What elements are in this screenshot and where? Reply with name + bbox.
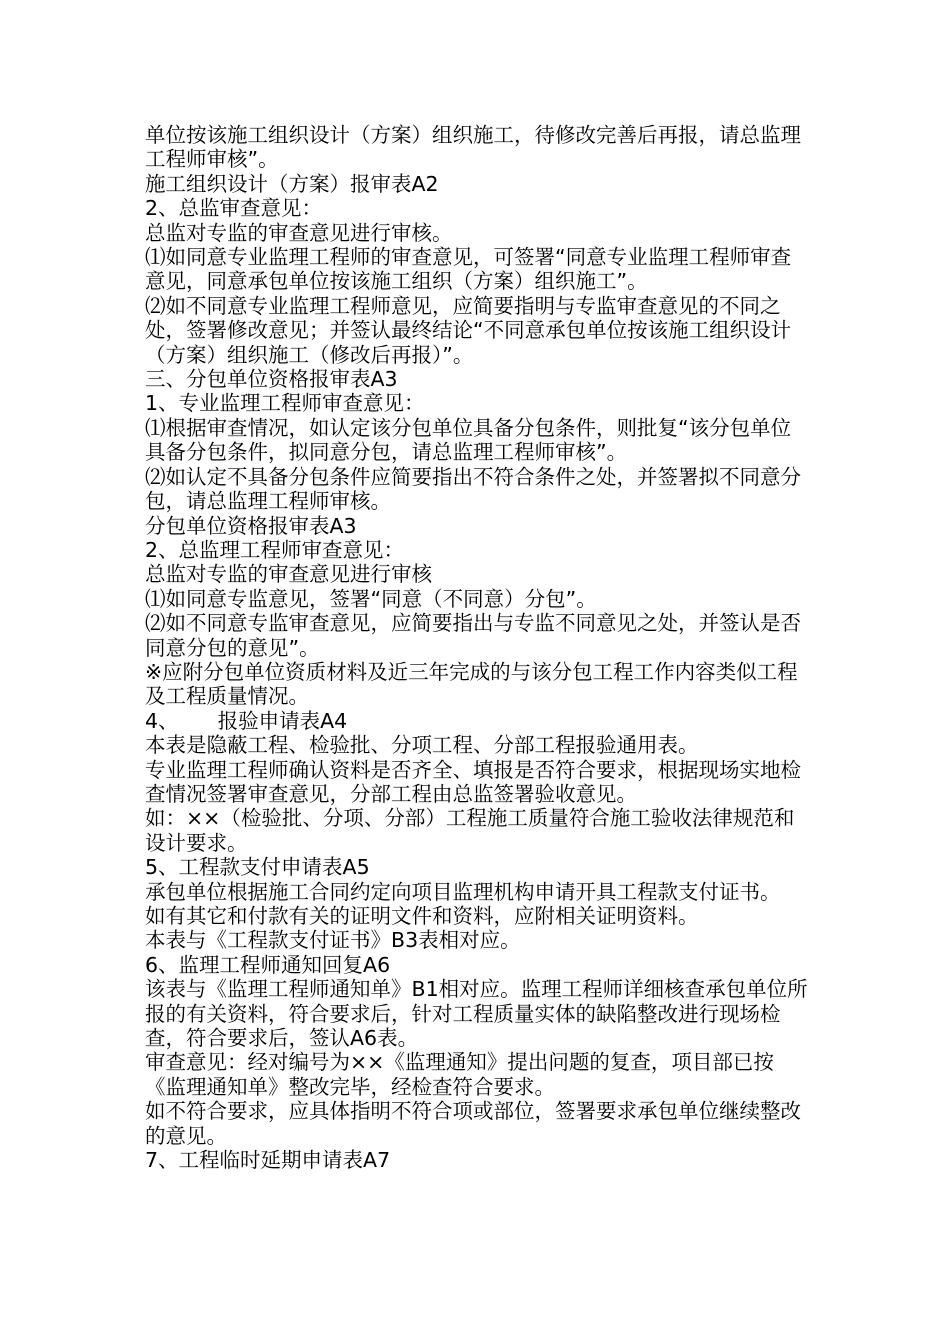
paragraph: 本表是隐蔽工程、检验批、分项工程、分部工程报验通用表。 [145,733,699,758]
paragraph: 施工组织设计（方案）报审表A2 [145,171,439,196]
paragraph: ⑵如不同意专监审查意见，应简要指出与专监不同意见之处，并签认是否同意分包的意见”。 [145,611,801,660]
paragraph: 分包单位资格报审表A3 [145,513,357,538]
paragraph: 7、工程临时延期申请表A7 [145,1148,391,1173]
paragraph: 单位按该施工组织设计（方案）组织施工，待修改完善后再报，请总监理工程师审核”。 [145,123,801,172]
paragraph: 5、工程款支付申请表A5 [145,855,370,880]
paragraph: ⑵如不同意专业监理工程师意见，应简要指明与专监审查意见的不同之处，签署修改意见；并签认最终结论“不同意承包单位按该施工组织设计（方案）组织施工（修改后再报）”。 [145,293,792,367]
paragraph: 三、分包单位资格报审表A3 [145,367,398,392]
paragraph: 审查意见：经对编号为××《监理通知》提出问题的复查，项目部已按《监理通知单》整改完毕，经检查符合要求。 [145,1050,774,1099]
paragraph: 专业监理工程师确认资料是否齐全、填报是否符合要求，根据现场实地检查情况签署审查意见，分部工程由总监签署验收意见。 [145,757,801,806]
paragraph: 如有其它和付款有关的证明文件和资料，应附相关证明资料。 [145,904,699,928]
paragraph: 1、专业监理工程师审查意见： [145,391,425,416]
document-body [145,123,810,1172]
paragraph: 如不符合要求，应具体指明不符合项或部位，签署要求承包单位继续整改的意见。 [145,1099,801,1148]
paragraph: ⑵如认定不具备分包条件应简要指出不符合条件之处，并签署拟不同意分包，请总监理工程师审核。 [145,464,801,514]
paragraph: 6、监理工程师通知回复A6 [145,952,391,977]
paragraph: ⑴如同意专业监理工程师的审查意见，可签署“同意专业监理工程师审查意见，同意承包单位按该施工组织（方案）组织施工”。 [145,245,792,294]
paragraph: 如：××（检验批、分项、分部）工程施工质量符合施工验收法律规范和设计要求。 [145,806,795,855]
paragraph: 2、总监理工程师审查意见： [145,537,405,562]
paragraph: ⑴根据审查情况，如认定该分包单位具备分包条件，则批复“该分包单位具备分包条件，拟同意分包，请总监理工程师审核”。 [145,415,792,465]
paragraph: ⑴如同意专监意见，签署“同意（不同意）分包”。 [145,586,597,611]
paragraph: 2、总监审查意见： [145,196,323,221]
paragraph: 该表与《监理工程师通知单》B1相对应。监理工程师详细核查承包单位所报的有关资料，符合要求后，针对工程质量实体的缺陷整改进行现场检查，符合要求后，签认A6表。 [145,977,808,1051]
paragraph: 4、 报验申请表A4 [145,708,348,733]
paragraph: 总监对专监的审查意见进行审核。 [145,220,453,245]
paragraph: 本表与《工程款支付证书》B3表相对应。 [145,928,521,953]
paragraph: 总监对专监的审查意见进行审核 [145,562,432,587]
paragraph: ※应附分包单位资质材料及近三年完成的与该分包工程工作内容类似工程及工程质量情况。 [145,659,798,709]
paragraph: 承包单位根据施工合同约定向项目监理机构申请开具工程款支付证书。 [145,879,781,904]
